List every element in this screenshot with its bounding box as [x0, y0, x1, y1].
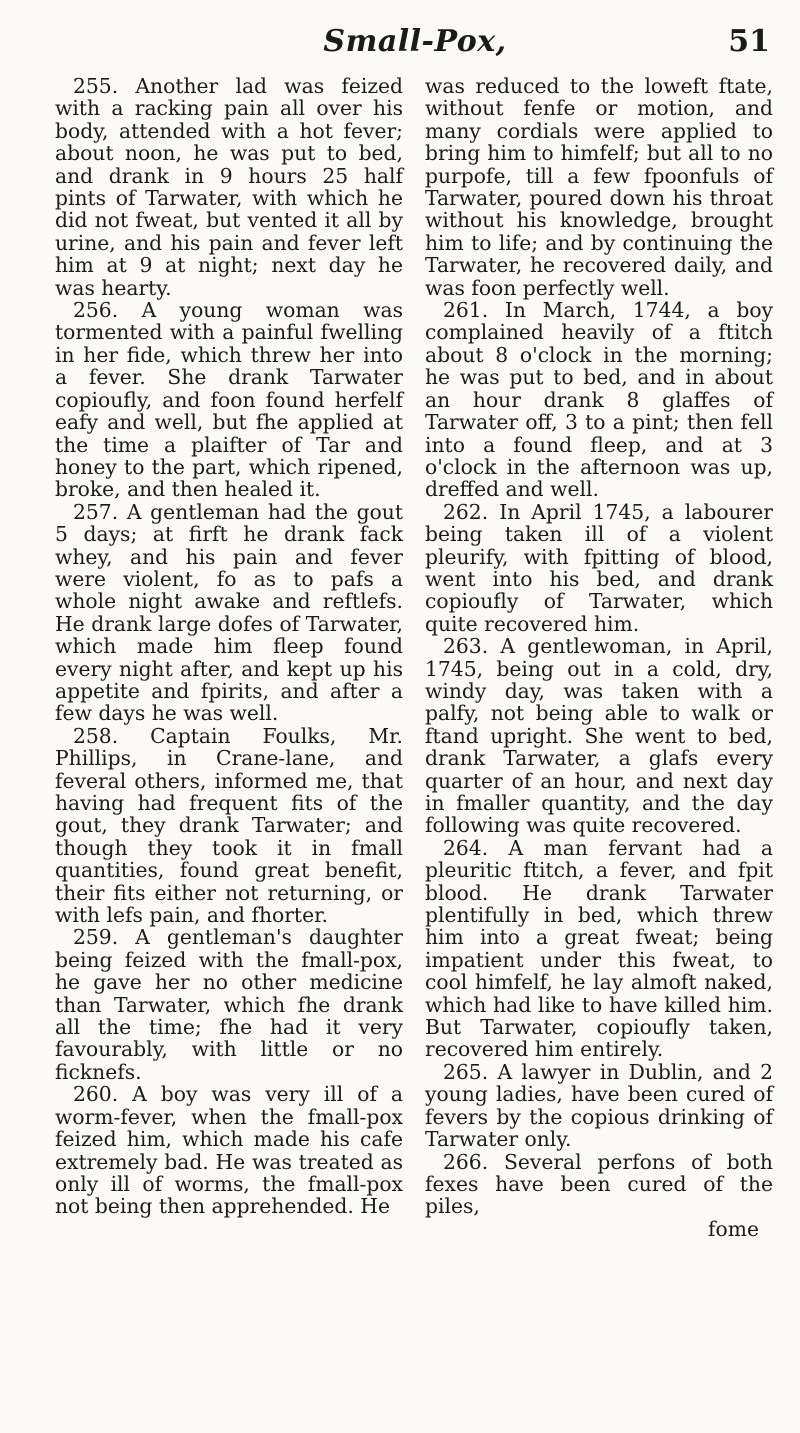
paragraph-number: 259.	[73, 925, 119, 950]
paragraph-text: A boy was very ill of a worm-fever, when the fmall-pox feized him, which made his cafe extremely bad. He was treated as only ill of worms, the fmall-pox not being then apprehended. He	[55, 1082, 404, 1219]
paragraph-259	[55, 926, 403, 1083]
paragraph-text: A gentleman had the gout 5 days; at firft he drank fack whey, and his pain and fever were violent, fo as to pafs a whole night awake and reftlefs. He drank large dofes of Tarwater, which made him fleep found every night after, and kept up his appetite and fpirits, and after a few days he was well.	[55, 499, 403, 726]
paragraph-number: 258.	[73, 723, 119, 748]
text-columns	[55, 75, 773, 1240]
paragraph-text: In April 1745, a labourer being taken ill of a violent pleurify, with fpitting of blood, went into his bed, and drank copioufly of Tarwater, which quite recovered him.	[425, 499, 773, 636]
paragraph-text: In March, 1744, a boy complained heavily of a ftitch about 8 o'clock in the morning; he was put to bed, and in about an hour drank 8 glaffes of Tarwater off, 3 to a pint; then fell into a found fleep, and at 3 o'clock in the afternoon was up, dreffed and well.	[425, 298, 773, 502]
paragraph-number: 261.	[443, 298, 489, 323]
paragraph-266	[425, 1151, 773, 1218]
paragraph-text: A young woman was tormented with a painful fwelling in her fide, which threw her into a fever. She drank Tarwater copioufly, and foon found herfelf eafy and well, but fhe applied at the time a plaifter of Tar and honey to the part, which ripened, broke, and then healed it.	[55, 298, 404, 502]
catchword: fome	[708, 1216, 759, 1241]
paragraph-number: 263.	[443, 634, 489, 659]
paragraph-261	[425, 299, 773, 501]
paragraph-255	[55, 75, 403, 299]
paragraph-number: 266.	[443, 1149, 489, 1174]
paragraph-text: Several perfons of both fexes have been cured of the piles,	[425, 1149, 773, 1219]
left-column	[55, 75, 403, 1240]
right-column	[425, 75, 773, 1240]
paragraph-265	[425, 1061, 773, 1151]
page-number: 51	[728, 24, 770, 59]
paragraph-263	[425, 635, 773, 837]
page-header	[50, 18, 780, 68]
paragraph-text: A gentleman's daughter being feized with the fmall-pox, he gave her no other medicine than Tarwater, which fhe drank all the time; fhe had it very favourably, with little or no ficknefs.	[55, 925, 403, 1084]
paragraph-number: 256.	[73, 298, 119, 323]
running-head: Small-Pox,	[323, 24, 507, 59]
paragraph-text: A lawyer in Dublin, and 2 young ladies, have been cured of fevers by the copious drinking of Tarwater only.	[425, 1059, 773, 1152]
paragraph-257	[55, 501, 403, 725]
paragraph-text: Captain Foulks, Mr. Phillips, in Crane-lane, and feveral others, informed me, that having had frequent fits of the gout, they drank Tarwater; and though they took it in fmall quantities, found great benefit, their fits either not returning, or with lefs pain, and fhorter.	[55, 723, 403, 928]
paragraph-continuation: was reduced to the loweft ftate, without fenfe or motion, and many cordials were applied to bring him to himfelf; but all to no purpofe, till a few fpoonfuls of Tarwater, poured down his throat without his knowledge, brought him to life; and by continuing the Tarwater, he recovered daily, and was foon perfectly well.	[425, 74, 773, 300]
paragraph-number: 260.	[73, 1082, 119, 1107]
paragraph-260	[55, 1083, 403, 1217]
paragraph-264	[425, 837, 773, 1061]
paragraph-number: 255.	[73, 74, 119, 98]
paragraph-258	[55, 725, 403, 927]
paragraph-256	[55, 299, 403, 501]
paragraph-number: 257.	[73, 499, 119, 524]
paragraph-number: 264.	[443, 835, 489, 860]
paragraph-262	[425, 501, 773, 635]
paragraph-number: 265.	[443, 1059, 489, 1084]
paragraph-text: A man fervant had a pleuritic ftitch, a fever, and fpit blood. He drank Tarwater plentifully in bed, which threw him into a great fweat; being impatient under this fweat, to cool himfelf, he lay almoft naked, which had like to have killed him. But Tarwater, copioufly taken, recovered him entirely.	[425, 835, 773, 1062]
paragraph-number: 262.	[443, 499, 489, 524]
paragraph-text: Another lad was feized with a racking pain all over his body, attended with a hot fever; about noon, he was put to bed, and drank in 9 hours 25 half pints of Tarwater, with which he did not fweat, but vented it all by urine, and his pain and fever left him at 9 at night; next day he was hearty.	[55, 74, 403, 300]
paragraph-text: A gentlewoman, in April, 1745, being out in a cold, dry, windy day, was taken with a palfy, not being able to walk or ftand upright. She went to bed, drank Tarwater, a glafs every quarter of an hour, and next day in fmaller quantity, and the day following was quite recovered.	[425, 634, 773, 838]
